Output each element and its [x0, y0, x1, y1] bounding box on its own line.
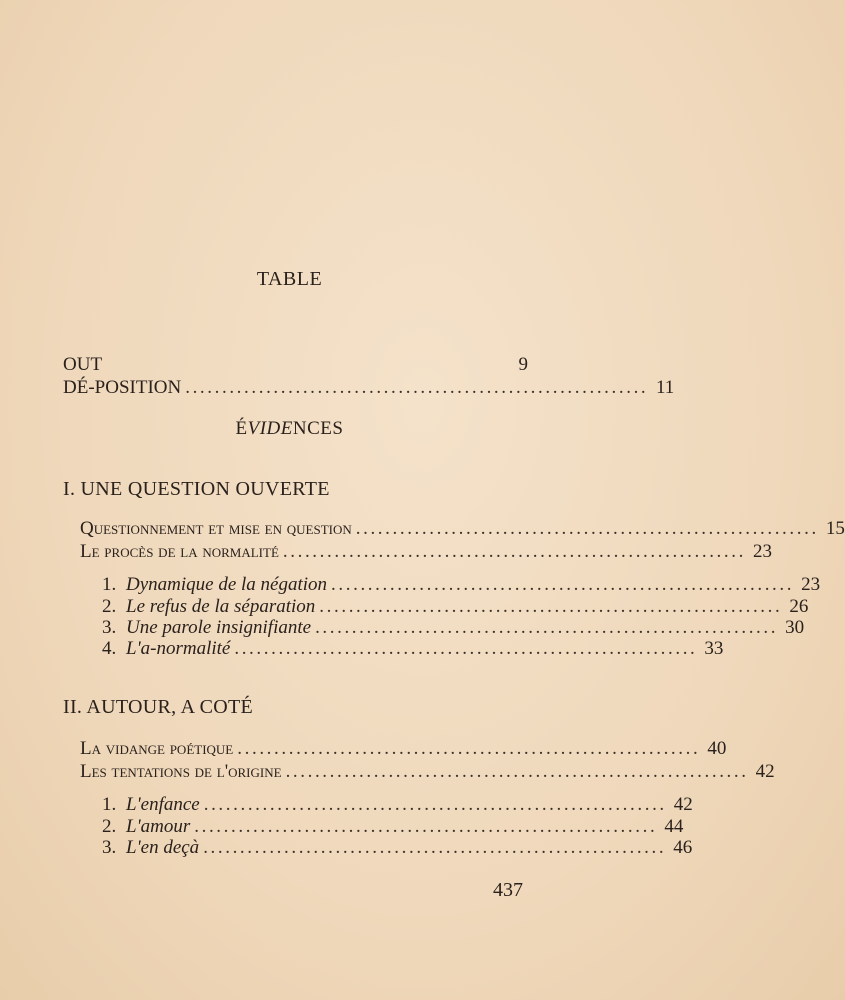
leader-dots: ............................................................... [355, 518, 819, 539]
leader-dots: ............................................................... [194, 816, 658, 837]
part-heading-post: NCES [292, 418, 344, 439]
toc-subentry-number: 3. [102, 837, 117, 858]
toc-entry-label: Questionnement et mise en question [80, 518, 352, 539]
toc-subentry-page: 23 [801, 574, 821, 595]
toc-subentry-label: L'enfance [126, 794, 200, 815]
part-heading-pre: É [235, 418, 248, 439]
toc-subentry-number: 2. [102, 596, 117, 617]
toc-entry-page: 9 [518, 354, 528, 375]
toc-subentry-label: Une parole insignifiante [126, 617, 312, 638]
toc-entry-label: OUT [63, 354, 103, 375]
toc-entry [80, 518, 845, 540]
toc-entry-deposition [63, 377, 675, 399]
page-number: 437 [493, 879, 523, 901]
toc-subentry-page: 46 [673, 837, 693, 858]
leader-dots: ............................................................... [203, 794, 667, 815]
toc-entry-page: 42 [755, 761, 775, 782]
toc-entry [80, 541, 772, 563]
leader-dots: ............................................................... [285, 761, 749, 782]
leader-dots: ............................................................... [234, 638, 698, 659]
leader-dots: ............................................................... [282, 541, 746, 562]
leader-dots: ............................................................... [185, 377, 649, 398]
toc-subentry-label: L'en deçà [126, 837, 200, 858]
leader-dots: ............................................................... [315, 617, 779, 638]
toc-subentry [102, 794, 693, 816]
toc-subentry [102, 837, 693, 859]
part-heading-italic: VIDE [247, 418, 293, 439]
toc-subentry [102, 596, 809, 618]
toc-subentry-number: 1. [102, 794, 117, 815]
toc-entry-label: Les tentations de l'origine [80, 761, 282, 782]
toc-subentry-number: 3. [102, 617, 117, 638]
toc-subentry-page: 42 [673, 794, 693, 815]
toc-entry-label: DÉ-POSITION [63, 377, 182, 398]
toc-subentry-page: 44 [664, 816, 684, 837]
toc-subentry-page: 26 [789, 596, 809, 617]
toc-subentry-number: 2. [102, 816, 117, 837]
toc-entry-page: 11 [655, 377, 675, 398]
toc-entry-out [63, 354, 528, 376]
toc-subentry-number: 4. [102, 638, 117, 659]
leader-dots: ............................................................... [203, 837, 667, 858]
toc-subentry-page: 33 [704, 638, 724, 659]
leader-dots: ............................................................... [237, 738, 701, 759]
toc-entry-page: 23 [752, 541, 772, 562]
toc-entry-label: Le procès de la normalité [80, 541, 279, 562]
toc-entry-page: 40 [707, 738, 727, 759]
toc-subentry-page: 30 [785, 617, 805, 638]
toc-subentry-label: L'amour [126, 816, 191, 837]
page-title: TABLE [256, 268, 323, 290]
toc-entry [80, 761, 775, 783]
toc-subentry [102, 816, 684, 838]
toc-subentry [102, 617, 805, 639]
chapter-heading: I. UNE QUESTION OUVERTE [63, 478, 330, 500]
toc-entry-label: La vidange poétique [80, 738, 234, 759]
toc-subentry-number: 1. [102, 574, 117, 595]
toc-entry [80, 738, 727, 760]
leader-dots: ............................................................... [319, 596, 783, 617]
toc-subentry [102, 574, 821, 596]
toc-subentry-label: Le refus de la séparation [126, 596, 316, 617]
chapter-heading: II. AUTOUR, A COTÉ [63, 696, 254, 718]
toc-subentry-label: L'a-normalité [126, 638, 231, 659]
toc-entry-page: 15 [825, 518, 845, 539]
toc-subentry-label: Dynamique de la négation [126, 574, 328, 595]
leader-dots: ............................................................... [331, 574, 795, 595]
toc-subentry [102, 638, 724, 660]
part-heading [0, 418, 579, 440]
